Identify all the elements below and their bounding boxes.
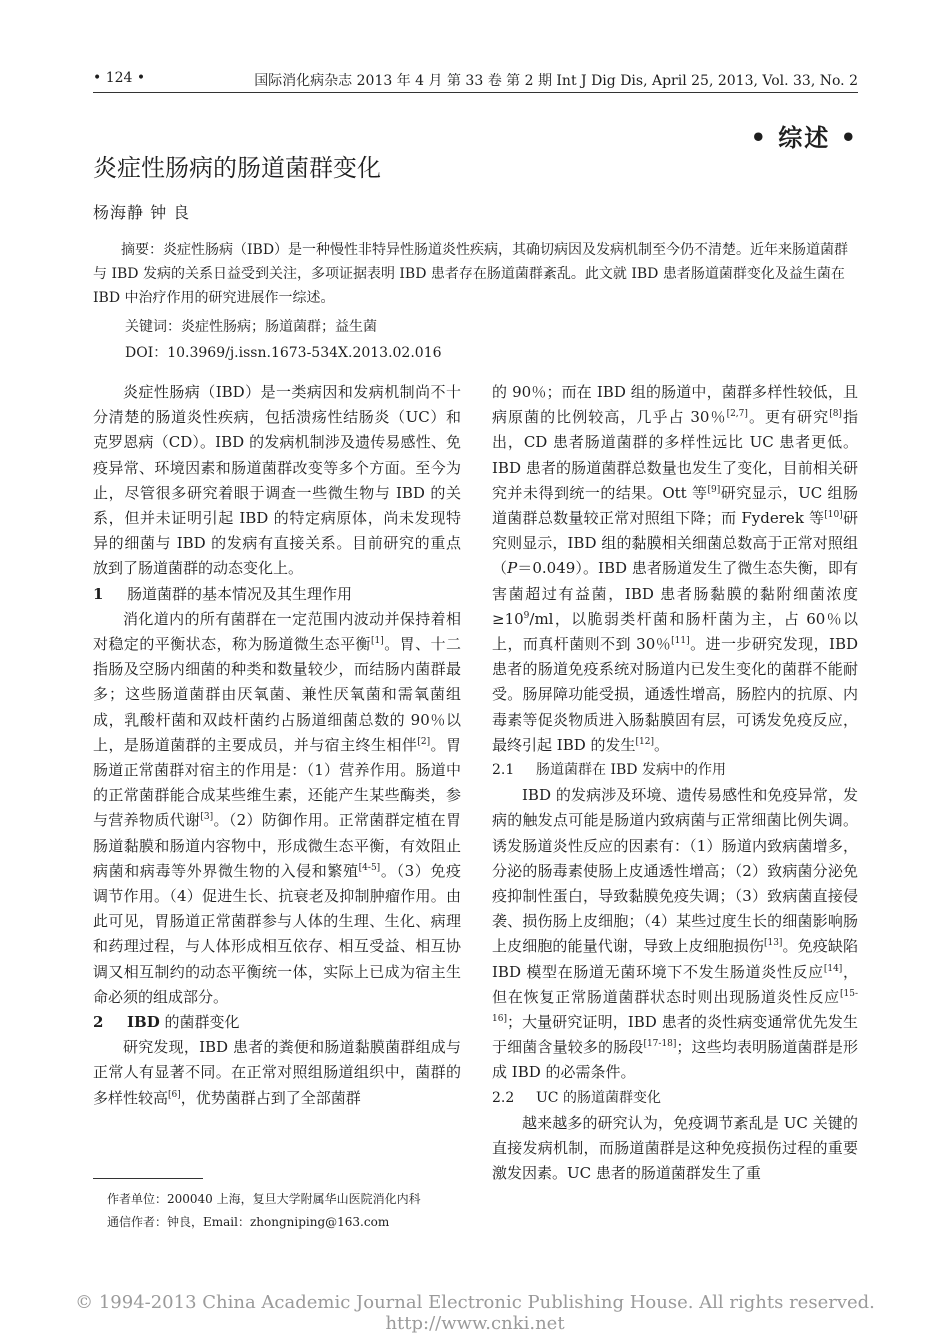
citation: [12]	[635, 736, 654, 747]
citation: [6]	[168, 1089, 181, 1100]
correspondence: 通信作者：钟良，Email：zhongniping@163.com	[107, 1215, 390, 1229]
citation: [1]	[371, 636, 384, 647]
section-number: 2.2	[492, 1089, 515, 1106]
citation: [11]	[671, 636, 690, 647]
citation: [15-16]	[492, 988, 858, 1025]
section-heading-1	[93, 582, 461, 607]
author-list: 杨海静 钟 良	[93, 203, 191, 222]
paragraph: 研究发现，IBD 患者的粪便和肠道黏膜菌群组成与正常人有显著不同。在正常对照组肠道组织中，菌群的多样性较高[6]，优势菌群占到了全部菌群	[93, 1038, 461, 1107]
doi: DOI：10.3969/j.issn.1673-534X.2013.02.016	[125, 345, 442, 361]
header-divider	[93, 92, 858, 93]
article-title: 炎症性肠病的肠道菌群变化	[93, 154, 381, 182]
citation: [2,7]	[726, 409, 748, 420]
citation: [4-5]	[358, 862, 381, 873]
paragraph: 消化道内的所有菌群在一定范围内波动并保持着相对稳定的平衡状态，称为肠道微生态平衡[1]。胃、十二指肠及空肠内细菌的种类和数量较少，而结肠内菌群最多；这些肠道菌群由厌氧菌、兼性厌氧菌和需氧菌组成，乳酸杆菌和双歧杆菌约占肠道细菌总数的 90％以上，是肠道菌群的主要成员，并与宿主终生相伴[2]。胃肠道正常菌群对宿主的作用是：（1）营养作用。肠道中的正常菌群能合成某些维生素，还能产生某些酶类，参与营养物质代谢[3]。（2）防御作用。正常菌群定植在胃肠道黏膜和肠道内容物中，形成微生态平衡，有效阻止病菌和病毒等外界微生物的入侵和繁殖[4-5]。（3）免疫调节作用。（4）促进生长、抗衰老及抑制肿瘤作用。由此可见，胃肠道正常菌群参与人体的生理、生化、病理和药理过程，与人体形成相互依存、相互受益、相互协调又相互制约的动态平衡统一体，实际上已成为宿主生命必须的组成部分。	[93, 609, 461, 1006]
section-number: 2	[93, 1013, 104, 1032]
subsection-heading-2-2	[492, 1086, 858, 1111]
paragraph: 越来越多的研究认为，免疫调节紊乱是 UC 关键的直接发病机制，而肠道菌群是这种免疫损伤过程的重要激发因素。UC 患者的肠道菌群发生了重	[492, 1113, 858, 1183]
body-column-left	[93, 380, 461, 1111]
citation: [2]	[417, 736, 431, 747]
citation: [14]	[823, 963, 843, 974]
page-number: • 124 •	[93, 70, 146, 86]
abstract: 摘要：炎症性肠病（IBD）是一种慢性非特异性肠道炎性疾病，其确切病因及发病机制至今仍不清楚。近年来肠道菌群与 IBD 发病的关系日益受到关注，多项证据表明 IBD 患者存在肠道菌群紊乱。此文就 IBD 患者肠道菌群变化及益生菌在 IBD 中治疗作用的研究进展作一综述。	[93, 242, 849, 306]
section-number: 1	[93, 584, 104, 603]
section-heading-2: 2 IBD 的菌群变化	[93, 1010, 461, 1035]
exponent: 9	[523, 610, 530, 621]
section-title: UC 的肠道菌群变化	[536, 1089, 661, 1106]
section-title: 肠道菌群的基本情况及其生理作用	[127, 584, 353, 603]
journal-header: 国际消化病杂志 2013 年 4 月 第 33 卷 第 2 期 Int J Dig Dis, April 25, 2013, Vol. 33, No. 2	[254, 73, 858, 89]
intro-paragraph: 炎症性肠病（IBD）是一类病因和发病机制尚不十分清楚的肠道炎性疾病，包括溃疡性结肠炎（UC）和克罗恩病（CD）。IBD 的发病机制涉及遗传易感性、免疫异常、环境因素和肠道菌群改变等多个方面。至今为止，尽管很多研究着眼于调查一些微生物与 IBD 的关系，但并未证明引起 IBD 的特定病原体，尚未发现特异的细菌与 IBD 的发病有直接关系。目前研究的重点放到了肠道菌群的动态变化上。	[93, 383, 461, 578]
section-tag: • 综述 •	[750, 123, 858, 152]
citation: [17-18]	[643, 1039, 677, 1050]
section-title: 肠道菌群在 IBD 发病中的作用	[536, 762, 726, 779]
author-affiliation: 作者单位：200040 上海，复旦大学附属华山医院消化内科	[107, 1192, 421, 1206]
copyright-watermark: © 1994-2013 China Academic Journal Electronic Publishing House. All rights reserved. http://www.cnki.net	[75, 1292, 875, 1334]
citation: [9]	[707, 484, 721, 495]
section-number: 2.1	[492, 762, 515, 779]
subsection-heading-2-1	[492, 758, 858, 783]
citation: [3]	[200, 812, 214, 823]
body-column-right	[492, 380, 858, 1187]
citation: [8]	[829, 409, 842, 420]
paragraph: IBD 的发病涉及环境、遗传易感性和免疫异常，发病的触发点可能是肠道内致病菌与正常细菌比例失调。诱发肠道炎性反应的因素有：（1）肠道内致病菌增多，分泌的肠毒素使肠上皮通透性增高；（2）致病菌分泌免疫抑制性蛋白，导致黏膜免疫失调；（3）致病菌直接侵袭、损伤肠上皮细胞；（4）某些过度生长的细菌影响肠上皮细胞的能量代谢，导致上皮细胞损伤[13]。免疫缺陷 IBD 模型在肠道无菌环境下不发生肠道炎性反应[14]，但在恢复正常肠道菌群状态时则出现肠道炎性反应[15-16]；大量研究证明，IBD 患者的炎性病变通常优先发生于细菌含量较多的肠段[17-18]；这些均表明肠道菌群是形成 IBD 的必需条件。	[492, 786, 858, 1082]
citation: [13]	[763, 938, 783, 949]
paragraph: 的 90％；而在 IBD 组的肠道中，菌群多样性较低，且病原菌的比例较高，几乎占 30％[2,7]。更有研究[8]指出，CD 患者肠道菌群的多样性远比 UC 患者更低。IBD 患者的肠道菌群总数量也发生了变化，目前相关研究并未得到统一的结果。Ott 等[9]研究显示，UC 组肠道菌群总数量较正常对照组下降；而 Fyderek 等[10]研究则显示，IBD 组的黏膜相关细菌总数高于正常对照组（P＝0.049）。IBD 患者肠道发生了微生态失衡，即有害菌超过有益菌，IBD 患者肠黏膜的黏附细菌浓度$\ge 10^9/ml$，以脆弱类杆菌和肠杆菌为主，占 60％以上，而真杆菌则不到 30％[11]。进一步研究发现，IBD 患者的肠道免疫系统对肠道内已发生变化的菌群不能耐受。肠屏障功能受损，通透性增高，肠腔内的抗原、内毒素等促炎物质进入肠黏膜固有层，可诱发免疫反应，最终引起 IBD 的发生[12]。	[492, 383, 859, 754]
footnote-divider	[93, 1178, 203, 1179]
keywords: 关键词：炎症性肠病；肠道菌群；益生菌	[125, 319, 377, 335]
citation: [10]	[824, 510, 843, 521]
